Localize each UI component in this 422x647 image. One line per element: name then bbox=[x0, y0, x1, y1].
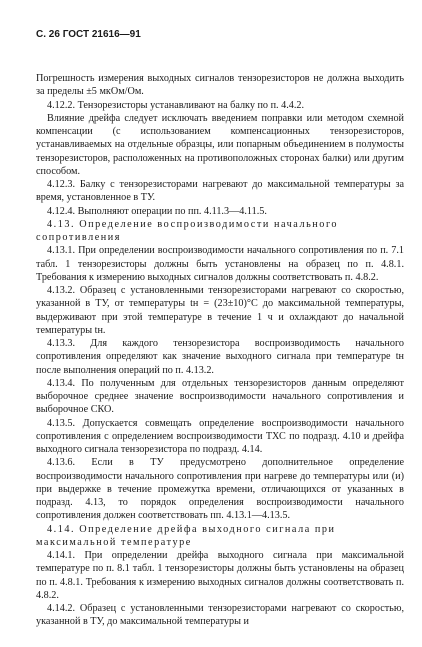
paragraph-drift-compensation: Влияние дрейфа следует исключать введением поправки или методом схемной компенсации (с использованием компенсационных тензорезисторов, устанавливаемых на отдельные образцы, или попарным объединением в полумосты тензорезисторов, расположенных на противоположных сторонах балки) или другим способом. bbox=[36, 112, 404, 177]
paragraph-4-12-4: 4.12.4. Выполняют операции по пп. 4.11.3—4.11.5. bbox=[47, 205, 267, 217]
paragraph-4-12-2: 4.12.2. Тензорезисторы устанавливают на балку по п. 4.4.2. bbox=[47, 99, 305, 111]
paragraph-4-13-5: 4.13.5. Допускается совмещать определение воспроизводимости начального сопротивления с определением воспроизводимости ТХС по подразд. 4.10 и дрейфа выходного сигнала тензорезистора по подразд. 4.14. bbox=[36, 417, 404, 455]
paragraph-measurement-error: Погрешность измерения выходных сигналов тензорезисторов не должна выходить за пределы ±5 мкОм/Ом. bbox=[36, 73, 404, 98]
body-text bbox=[36, 72, 404, 629]
section-title-4-14: 4.14. Определение дрейфа выходного сигнала при максимальной температуре bbox=[36, 523, 336, 548]
paragraph-4-13-3: 4.13.3. Для каждого тензорезистора воспроизводимость начального сопротивления определяют как значение выходного сигнала при температуре tн после выполнения операций по п. 4.13.2. bbox=[36, 338, 404, 376]
paragraph-4-13-1: 4.13.1. При определении воспроизводимости начального сопротивления по п. 7.1 табл. 1 тензорезисторы должны быть установлены на образец по п. 4.8.1. Требования к измерению выходных сигналов должны соответствовать п. 4.8.2. bbox=[36, 245, 404, 283]
section-title-4-13: 4.13. Определение воспроизводимости начального сопротивления bbox=[36, 218, 339, 243]
paragraph-4-13-4: 4.13.4. По полученным для отдельных тензорезисторов данным определяют выборочное среднее значение воспроизводимости начального сопротивления и выборочное СКО. bbox=[36, 377, 404, 416]
page-number: С. 26 bbox=[36, 29, 60, 40]
paragraph-4-14-2: 4.14.2. Образец с установленными тензорезисторами нагревают со скоростью, указанной в ТУ, до максимальной температуры и bbox=[36, 603, 404, 628]
page-header bbox=[36, 28, 404, 42]
paragraph-4-13-6: 4.13.6. Если в ТУ предусмотрено дополнительное определение воспроизводимости начального сопротивления при нагреве до температуры или (и) при выдержке в течение промежутка времени, отличающихся от указанных в подразд. 4.13, то порядок определения воспроизводимости начального сопротивления должен соответствовать пп. 4.13.1—4.13.5. bbox=[36, 457, 404, 522]
standard-number: ГОСТ 21616—91 bbox=[62, 29, 141, 40]
paragraph-4-12-3: 4.12.3. Балку с тензорезисторами нагревают до максимальной температуры за время, установленное в ТУ. bbox=[36, 179, 404, 204]
paragraph-4-13-2: 4.13.2. Образец с установленными тензорезисторами нагревают со скоростью, указанной в ТУ, от температуры tн = (23±10)°С до максимальной температуры, выдерживают при этой температуре в течение 1 ч и охлаждают до начальной температуры tн. bbox=[36, 285, 404, 336]
paragraph-4-14-1: 4.14.1. При определении дрейфа выходного сигнала при максимальной температуре по п. 8.1 табл. 1 тензорезисторы должны быть установлены на образец по п. 4.8.1. Требования к измерению выходных сигналов должны соответствовать п. 4.8.2. bbox=[36, 550, 404, 601]
